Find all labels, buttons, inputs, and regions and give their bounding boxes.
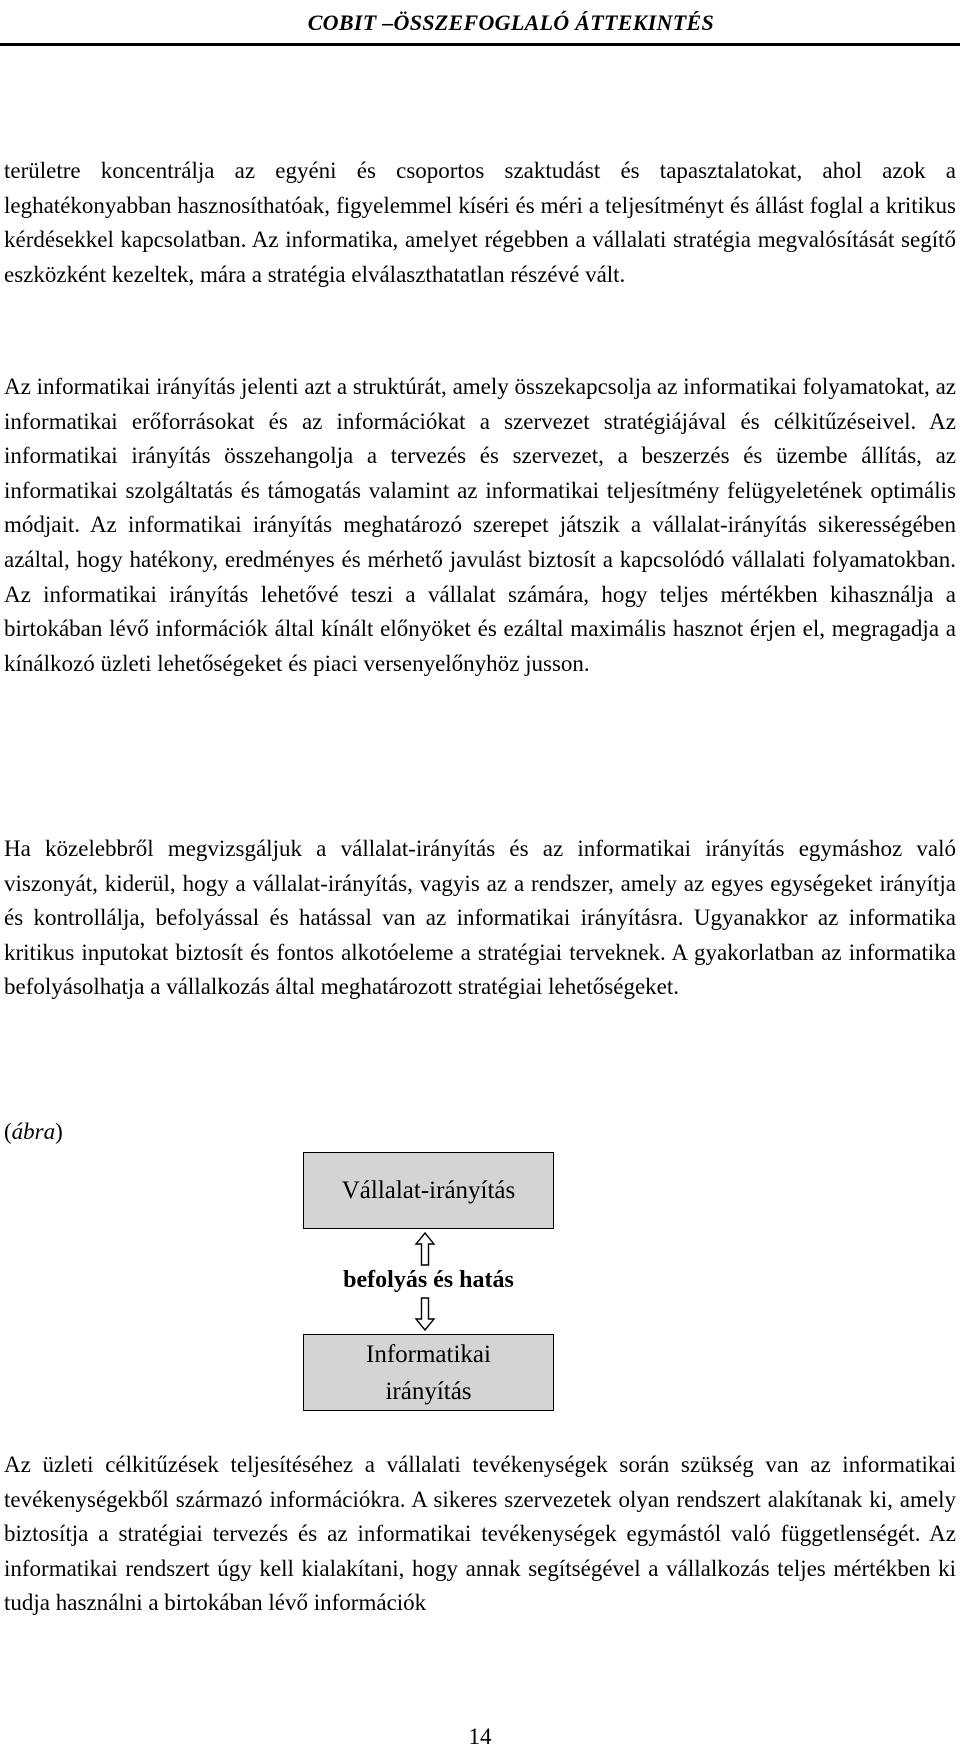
paragraph-1: területre koncentrálja az egyéni és csoportos szaktudást és tapasztalatokat, ahol azok a leghatékonyabban hasznosíthatóak, figyelemmel kíséri és méri a teljesítményt és állást foglal a kritikus kérdésekkel kapcsolatban. Az informatika, amelyet régebben a vállalati stratégia megvalósítását segítő eszközként kezeltek, mára a stratégia elválaszthatatlan részévé vált.: [4, 158, 956, 287]
paragraph-3: Ha közelebbről megvizsgáljuk a vállalat-irányítás és az informatikai irányítás egymáshoz való viszonyát, kiderül, hogy a vállalat-irányítás, vagyis az a rendszer, amely az egyes egységeket irányítja és kontrollálja, befolyással és hatással van az informatikai irányításra. Ugyanakkor az informatika kritikus inputokat biztosít és fontos alkotóeleme a stratégiai terveknek. A gyakorlatban az informatika befolyásolhatja a vállalkozás által meghatározott stratégiai lehetőségeket.: [4, 836, 956, 1000]
box-it-governance-label: Informatikai irányítás: [366, 1340, 491, 1405]
figure-ref-label: ábra: [11, 1119, 56, 1144]
influence-label: befolyás és hatás: [343, 1267, 514, 1293]
box-it-governance: [303, 1334, 554, 1411]
box-corporate-governance: [303, 1152, 554, 1229]
page-header: [0, 8, 960, 46]
box-corporate-governance-label: Vállalat-irányítás: [341, 1177, 516, 1204]
header-title: COBIT –ÖSSZEFOGLALÓ ÁTTEKINTÉS: [307, 10, 714, 35]
paragraph-4: Az üzleti célkitűzések teljesítéséhez a vállalati tevékenységek során szükség van az informatikai tevékenységekből származó információkra. A sikeres szervezetek olyan rendszert alakítanak ki, amely biztosítja a stratégiai tervezés és az informatikai tevékenységek egymástól való függetlenségét. Az informatikai rendszert úgy kell kialakítani, hogy annak segítségével a vállalkozás teljes mértékben ki tudja használni a birtokában lévő információk: [4, 1452, 956, 1616]
page-number: 14: [468, 1724, 492, 1749]
hollow-up-arrow-icon: [414, 1232, 436, 1266]
header-rule: [0, 43, 960, 46]
hollow-down-arrow-icon: [414, 1297, 436, 1331]
paragraph-2: Az informatikai irányítás jelenti azt a struktúrát, amely összekapcsolja az informatikai folyamatokat, az informatikai erőforrásokat és az információkat a szervezet stratégiájával és célkitűzéseivel. Az informatikai irányítás összehangolja a tervezés és szervezet, a beszerzés és üzembe állítás, az informatikai szolgáltatás és támogatás valamint az informatikai teljesítmény felügyeletének optimális módjait. Az informatikai irányítás meghatározó szerepet játszik a vállalat-irányítás sikerességében azáltal, hogy hatékony, eredményes és mérhető javulást biztosít a kapcsolódó vállalati folyamatokban. Az informatikai irányítás lehetővé teszi a vállalat számára, hogy teljes mértékben kihasználja a birtokában lévő információk által kínált előnyöket és ezáltal maximális hasznot érjen el, megragadja a kínálkozó üzleti lehetőségeket és piaci versenyelőnyhöz jusson.: [4, 374, 956, 676]
figure-reference: [4, 1115, 63, 1150]
figure-ref-close: ): [55, 1119, 63, 1144]
figure-ref-open: (: [4, 1119, 12, 1144]
